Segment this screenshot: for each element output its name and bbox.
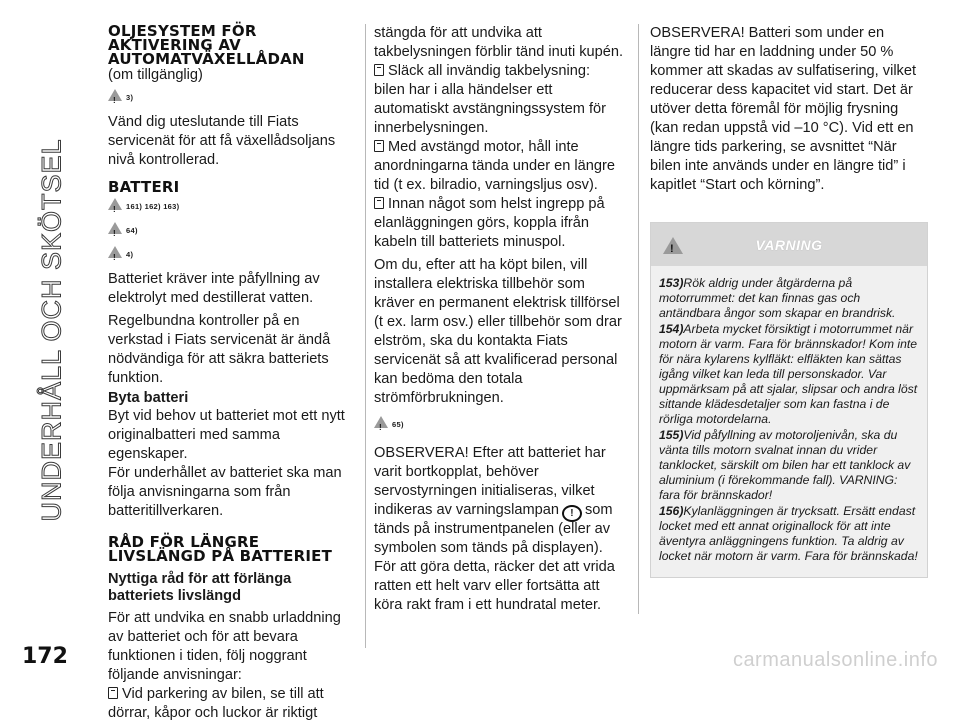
warning-triangle-icon: [374, 416, 388, 428]
list-item-text: Med avstängd motor, håll inte anordningarna tända under en längre tid (t ex. bilradio, varningsljus osv).: [374, 139, 615, 193]
watermark: carmanualsonline.info: [732, 649, 938, 671]
warning-body: [651, 266, 927, 577]
warning-number: 155): [659, 428, 684, 442]
list-item: [108, 685, 355, 723]
oil-paragraph: Vänd dig uteslutande till Fiats servicenät för att få växellådsoljans nivå kontrollerad.: [108, 114, 336, 168]
bullet-box-icon: [374, 64, 384, 76]
column-2: [374, 24, 624, 615]
warning-triangle-icon: [108, 222, 122, 234]
warning-triangle-icon: [108, 198, 122, 210]
warning-item: [659, 428, 919, 503]
warning-item: [659, 504, 919, 564]
heading-useful-tips: Nyttiga råd för att förlänga batteriets livslängd: [108, 571, 292, 604]
warning-ref-numbers: 161) 162) 163): [126, 202, 180, 211]
warning-item: [659, 322, 919, 427]
bullet-box-icon: [108, 687, 118, 699]
steering-warning-lamp-icon: [562, 505, 582, 522]
warning-ref-numbers: 3): [126, 93, 134, 102]
note-text-a: OBSERVERA! Efter att batteriet har varit bortkopplat, behöver servostyrningen initialiseras, vilket indikeras av varningslampan: [374, 445, 606, 518]
warning-reference: [108, 244, 355, 266]
bullet-box-icon: [374, 140, 384, 152]
list-item-text: Innan något som helst ingrepp på elanläggningen görs, koppla ifrån kabeln till batteriets minuspol.: [374, 196, 605, 250]
warning-reference: [108, 196, 355, 218]
heading-replace-battery: Byta batteri: [108, 390, 189, 406]
note-text-b: som tänds på instrumentpanelen (eller av symbolen som tänds på displayen). För att göra detta, räcker det att vrida ratten ett helt varv eller fortsätta att köra rakt fram i ett hundratal meter.: [374, 502, 615, 613]
warning-ref-numbers: 4): [126, 250, 134, 259]
column-divider: [638, 24, 639, 614]
warning-text: Rök aldrig under åtgärderna på motorrummet: det kan finnas gas och antändbara ångor som skapar en brandrisk.: [659, 276, 896, 320]
accessories-paragraph: Om du, efter att ha köpt bilen, vill installera elektriska tillbehör som kräver en permanent elektrisk tillförsel (t ex. larm osv.) eller tillbehör som drar elström, ska du kontakta Fiats servicenät så att kvalificerad personal kan bedöma den totala strömförbrukningen.: [374, 257, 622, 406]
warning-reference: [108, 220, 355, 242]
warning-triangle-icon: [108, 246, 122, 258]
oil-subtitle: (om tillgänglig): [108, 67, 203, 83]
warning-box: [650, 222, 928, 578]
warning-number: 153): [659, 276, 684, 290]
chapter-side-title: UNDERHÅLL OCH SKÖTSEL: [36, 138, 67, 522]
warning-reference: [374, 414, 624, 436]
battery-paragraph-1: Batteriet kräver inte påfyllning av elektrolyt med destillerat vatten.: [108, 271, 320, 306]
heading-battery-life: RÅD FÖR LÄNGRE LIVSLÄNGD PÅ BATTERIET: [108, 533, 333, 565]
list-item: [374, 138, 624, 195]
bullet-box-icon: [374, 197, 384, 209]
warning-text: Kylanläggningen är trycksatt. Ersätt endast locket med ett annat originallock för att inte äventyra anläggningens funktion. Ta aldrig av locket när motorn är varm. Fara för brännskada!: [659, 504, 918, 563]
sulfation-note: OBSERVERA! Batteri som under en längre tid har en laddning under 50 % kommer att skadas av sulfatisering, vilket reducerar dess kapacitet vid start. Det är utöver detta föremål för möjlig frysning (kan redan uppstå vid –10 °C). Vid ett en längre tids parkering, se avsnittet “När bilen inte används under en längre tid” i kapitlet “Start och körning”.: [650, 25, 917, 193]
replace-paragraph-2: För underhållet av batteriet ska man följa anvisningarna som från batteritillverkaren.: [108, 465, 342, 519]
tips-paragraph: För att undvika en snabb urladdning av batteriet och för att bevara funktionen i tiden, följ noggrant följande anvisningar:: [108, 610, 341, 683]
column-3: [650, 24, 928, 578]
heading-oil-system: OLJESYSTEM FÖR AKTIVERING AV AUTOMATVÄXELLÅDAN: [108, 22, 305, 68]
warning-triangle-icon: [108, 89, 122, 101]
list-item-text: Vid parkering av bilen, se till att dörrar, kåpor och luckor är riktigt: [108, 686, 324, 721]
list-item-text: Släck all invändig takbelysning: bilen har i alla händelser ett automatiskt avstängningssystem för innerbelysningen.: [374, 63, 606, 136]
warning-number: 156): [659, 504, 684, 518]
list-item: [374, 195, 624, 252]
warning-text: Vid påfyllning av motoroljenivån, ska du vänta tills motorn svalnat innan du vrider tanklocket, särskilt om bilen har ett tanklock av aluminium (i förekommande fall). VARNING: fara för brännskador!: [659, 428, 911, 502]
warning-ref-numbers: 65): [392, 420, 404, 429]
power-steering-note: [374, 444, 624, 615]
warning-title: VARNING: [755, 237, 823, 253]
warning-ref-numbers: 64): [126, 226, 138, 235]
column-1: [108, 24, 355, 723]
warning-box-header: [651, 223, 927, 266]
heading-battery: BATTERI: [108, 178, 180, 196]
column-divider: [365, 24, 366, 648]
battery-paragraph-2: Regelbundna kontroller på en verkstad i Fiats servicenät är ändå nödvändiga för att säkra batteriets funktion.: [108, 313, 331, 386]
list-item: [374, 62, 624, 138]
warning-item: [659, 276, 919, 321]
warning-number: 154): [659, 322, 684, 336]
warning-reference: [108, 87, 355, 109]
warning-text: Arbeta mycket försiktigt i motorrummet när motorn är varm. Fara för brännskador! Kom inte för nära kylarens kylfläkt: elfläkten kan sättas igång vilket kan leda till personskador. Var uppmärksam på att sjalar, slipsar och andra löst sittande klädesdetaljer som kan fastna i de rörliga motordelarna.: [659, 322, 918, 426]
page-number: 172: [22, 644, 68, 669]
replace-paragraph-1: Byt vid behov ut batteriet mot ett nytt originalbatteri med samma egenskaper.: [108, 408, 345, 462]
list-item-continued: stängda för att undvika att takbelysningen förblir tänd inuti kupén.: [374, 25, 624, 60]
